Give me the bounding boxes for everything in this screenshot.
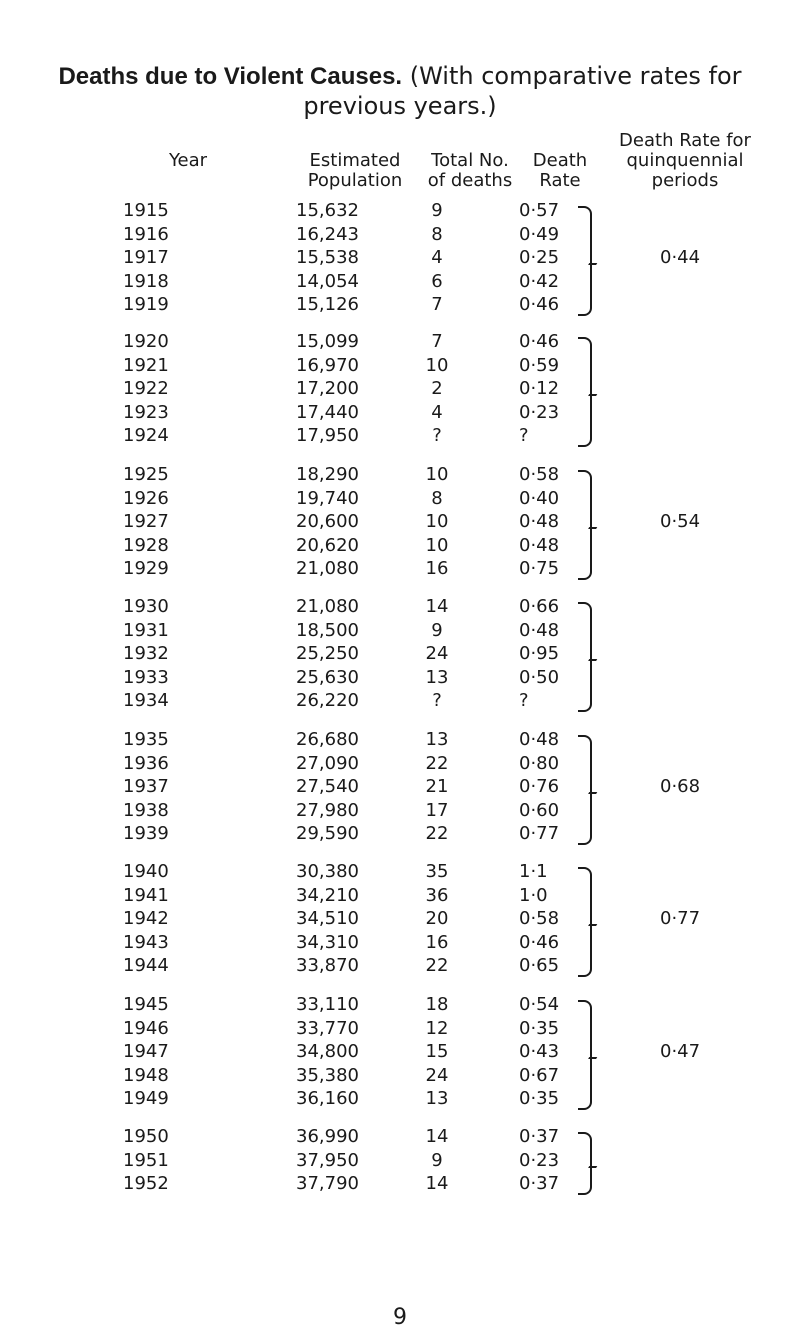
table-cell-rate: 0·77: [519, 823, 560, 844]
table-cell-population: 18,500: [296, 619, 359, 641]
table-cell-population: 25,250: [296, 643, 359, 664]
table-cell-rate: 0·60: [519, 799, 560, 821]
table-cell-year: 1919: [123, 294, 169, 315]
table-cell-year: 1945: [123, 994, 169, 1015]
table-cell-total: 20: [425, 908, 449, 929]
header-quin-3: periods: [651, 170, 719, 191]
table-cell-total: 14: [425, 596, 449, 617]
table-cell-rate: 0·40: [519, 487, 560, 509]
table-cell-population: 34,310: [296, 931, 359, 953]
table-cell-population: 34,210: [296, 884, 359, 906]
table-cell-rate: 0·59: [519, 354, 560, 376]
quinquennial-rate: 0·54: [660, 511, 701, 532]
table-cell-year: 1931: [123, 619, 169, 641]
table-cell-rate: 0·37: [519, 1126, 560, 1147]
table-cell-population: 15,126: [296, 294, 359, 315]
table-cell-rate: 0·57: [519, 200, 560, 221]
table-cell-population: 33,110: [296, 994, 359, 1015]
table-cell-rate: 0·58: [519, 464, 560, 485]
quinquennial-rate: 0·47: [660, 1041, 701, 1062]
group-brace: [578, 1132, 592, 1195]
quinquennial-rate: 0·44: [660, 247, 701, 268]
header-total-2: of deaths: [427, 170, 513, 191]
brace-tip: [588, 916, 602, 926]
header-quin-2: quinquennial: [626, 150, 744, 171]
table-cell-total: 17: [425, 799, 449, 821]
table-cell-rate: 0·50: [519, 666, 560, 688]
table-cell-rate: 0·46: [519, 931, 560, 953]
table-cell-year: 1951: [123, 1149, 169, 1171]
table-cell-population: 15,632: [296, 200, 359, 221]
table-cell-year: 1938: [123, 799, 169, 821]
table-cell-population: 19,740: [296, 487, 359, 509]
table-cell-year: 1928: [123, 534, 169, 556]
table-cell-total: 14: [425, 1173, 449, 1194]
table-cell-year: 1939: [123, 823, 169, 844]
table-cell-total: 24: [425, 1064, 449, 1086]
table-cell-population: 27,540: [296, 776, 359, 797]
table-cell-total: 12: [425, 1017, 449, 1039]
table-cell-population: 18,290: [296, 464, 359, 485]
table-cell-total: 16: [425, 558, 449, 579]
table-cell-total: 4: [431, 247, 443, 268]
table-cell-population: 14,054: [296, 270, 359, 292]
table-cell-population: 20,600: [296, 511, 359, 532]
table-cell-year: 1926: [123, 487, 169, 509]
table-cell-total: 8: [431, 223, 443, 245]
table-cell-year: 1949: [123, 1088, 169, 1109]
table-cell-year: 1935: [123, 729, 169, 750]
table-cell-rate: 0·80: [519, 752, 560, 774]
table-cell-year: 1937: [123, 776, 169, 797]
brace-tip: [588, 386, 602, 396]
header-population-2: Population: [307, 170, 403, 191]
table-cell-total: 9: [431, 1149, 443, 1171]
table-cell-total: 10: [425, 464, 449, 485]
table-cell-population: 17,440: [296, 401, 359, 423]
table-cell-year: 1932: [123, 643, 169, 664]
table-cell-total: 10: [425, 534, 449, 556]
table-cell-population: 29,590: [296, 823, 359, 844]
table-cell-total: 8: [431, 487, 443, 509]
table-cell-year: 1929: [123, 558, 169, 579]
table-cell-rate: 0·23: [519, 1149, 560, 1171]
group-brace: [578, 337, 592, 447]
table-cell-rate: 0·48: [519, 511, 560, 532]
table-cell-rate: 0·49: [519, 223, 560, 245]
header-year: Year: [168, 150, 208, 171]
table-cell-year: 1947: [123, 1041, 169, 1062]
table-cell-rate: 0·46: [519, 294, 560, 315]
table-cell-total: 9: [431, 619, 443, 641]
group-brace: [578, 1000, 592, 1110]
table-cell-rate: 0·46: [519, 331, 560, 352]
table-cell-population: 37,790: [296, 1173, 359, 1194]
table-cell-population: 33,870: [296, 955, 359, 976]
table-cell-total: 24: [425, 643, 449, 664]
table-cell-total: 22: [425, 752, 449, 774]
table-cell-year: 1916: [123, 223, 169, 245]
table-cell-year: 1930: [123, 596, 169, 617]
brace-tip: [588, 519, 602, 529]
table-cell-total: 22: [425, 823, 449, 844]
table-cell-rate: 0·67: [519, 1064, 560, 1086]
table-cell-year: 1943: [123, 931, 169, 953]
table-cell-total: 6: [431, 270, 443, 292]
quinquennial-rate: 0·77: [660, 908, 701, 929]
table-cell-population: 30,380: [296, 861, 359, 882]
table-cell-rate: 0·35: [519, 1088, 560, 1109]
table-cell-year: 1934: [123, 690, 169, 711]
table-cell-year: 1920: [123, 331, 169, 352]
table-cell-population: 27,980: [296, 799, 359, 821]
table-cell-year: 1918: [123, 270, 169, 292]
table-cell-total: 21: [425, 776, 449, 797]
table-cell-year: 1927: [123, 511, 169, 532]
table-cell-year: 1923: [123, 401, 169, 423]
table-cell-population: 21,080: [296, 558, 359, 579]
group-brace: [578, 470, 592, 580]
table-cell-rate: 0·43: [519, 1041, 560, 1062]
table-cell-population: 15,538: [296, 247, 359, 268]
group-brace: [578, 602, 592, 712]
table-cell-population: 36,160: [296, 1088, 359, 1109]
table-cell-rate: 0·35: [519, 1017, 560, 1039]
table-cell-year: 1950: [123, 1126, 169, 1147]
header-quin-1: Death Rate for: [619, 130, 751, 151]
header-total-1: Total No.: [431, 150, 509, 171]
group-brace: [578, 735, 592, 845]
table-cell-total: 7: [431, 294, 443, 315]
table-cell-rate: 0·42: [519, 270, 560, 292]
title-rest: (With comparative rates for: [409, 62, 742, 90]
group-brace: [578, 867, 592, 977]
table-cell-total: 16: [425, 931, 449, 953]
table-cell-total: 10: [425, 511, 449, 532]
header-population-1: Estimated: [309, 150, 401, 171]
table-cell-population: 26,220: [296, 690, 359, 711]
table-cell-population: 34,510: [296, 908, 359, 929]
table-cell-population: 15,099: [296, 331, 359, 352]
table-cell-total: 35: [425, 861, 449, 882]
table-cell-population: 26,680: [296, 729, 359, 750]
table-cell-population: 20,620: [296, 534, 359, 556]
table-cell-total: 14: [425, 1126, 449, 1147]
table-cell-rate: 0·48: [519, 729, 560, 750]
table-cell-total: 2: [431, 378, 443, 399]
page-title: [0, 62, 800, 91]
table-cell-year: 1941: [123, 884, 169, 906]
header-rate-2: Rate: [539, 170, 581, 191]
table-cell-population: 16,243: [296, 223, 359, 245]
table-cell-rate: 0·76: [519, 776, 560, 797]
table-cell-year: 1915: [123, 200, 169, 221]
table-cell-year: 1936: [123, 752, 169, 774]
table-cell-rate: 1·1: [519, 861, 548, 882]
table-cell-total: ?: [432, 425, 442, 446]
page-number: 9: [393, 1305, 407, 1330]
title-bold: Deaths due to Violent Causes.: [58, 63, 403, 90]
table-cell-rate: 0·25: [519, 247, 560, 268]
table-cell-year: 1946: [123, 1017, 169, 1039]
table-cell-total: 7: [431, 331, 443, 352]
brace-tip: [588, 784, 602, 794]
table-cell-population: 16,970: [296, 354, 359, 376]
table-cell-rate: ?: [519, 425, 529, 446]
table-cell-population: 25,630: [296, 666, 359, 688]
header-rate-1: Death: [532, 150, 588, 171]
table-cell-total: 13: [425, 1088, 449, 1109]
table-cell-population: 34,800: [296, 1041, 359, 1062]
table-cell-population: 27,090: [296, 752, 359, 774]
table-cell-year: 1944: [123, 955, 169, 976]
table-cell-year: 1924: [123, 425, 169, 446]
table-cell-rate: 0·23: [519, 401, 560, 423]
table-cell-year: 1933: [123, 666, 169, 688]
table-cell-population: 33,770: [296, 1017, 359, 1039]
table-cell-year: 1917: [123, 247, 169, 268]
table-cell-rate: ?: [519, 690, 529, 711]
table-cell-total: 10: [425, 354, 449, 376]
page-subtitle: previous years.): [303, 92, 497, 120]
table-cell-total: 9: [431, 200, 443, 221]
table-cell-year: 1925: [123, 464, 169, 485]
group-brace: [578, 206, 592, 316]
table-cell-year: 1921: [123, 354, 169, 376]
table-cell-rate: 0·75: [519, 558, 560, 579]
quinquennial-rate: 0·68: [660, 776, 701, 797]
table-cell-rate: 0·95: [519, 643, 560, 664]
table-cell-total: 4: [431, 401, 443, 423]
table-cell-total: 18: [425, 994, 449, 1015]
table-cell-rate: 1·0: [519, 884, 548, 906]
table-cell-rate: 0·66: [519, 596, 560, 617]
table-cell-year: 1952: [123, 1173, 169, 1194]
table-cell-rate: 0·58: [519, 908, 560, 929]
brace-tip: [588, 1158, 602, 1168]
table-cell-total: 15: [425, 1041, 449, 1062]
table-cell-year: 1942: [123, 908, 169, 929]
table-cell-population: 35,380: [296, 1064, 359, 1086]
table-cell-year: 1940: [123, 861, 169, 882]
table-cell-total: 36: [425, 884, 449, 906]
brace-tip: [588, 255, 602, 265]
table-cell-year: 1948: [123, 1064, 169, 1086]
table-cell-rate: 0·54: [519, 994, 560, 1015]
table-cell-total: 22: [425, 955, 449, 976]
table-cell-total: 13: [425, 666, 449, 688]
brace-tip: [588, 651, 602, 661]
table-cell-rate: 0·65: [519, 955, 560, 976]
table-cell-rate: 0·48: [519, 534, 560, 556]
table-cell-rate: 0·12: [519, 378, 560, 399]
table-cell-population: 36,990: [296, 1126, 359, 1147]
table-cell-rate: 0·37: [519, 1173, 560, 1194]
table-cell-population: 37,950: [296, 1149, 359, 1171]
table-cell-population: 17,200: [296, 378, 359, 399]
table-cell-total: ?: [432, 690, 442, 711]
table-cell-year: 1922: [123, 378, 169, 399]
table-cell-total: 13: [425, 729, 449, 750]
table-cell-population: 17,950: [296, 425, 359, 446]
brace-tip: [588, 1049, 602, 1059]
table-cell-population: 21,080: [296, 596, 359, 617]
table-cell-rate: 0·48: [519, 619, 560, 641]
